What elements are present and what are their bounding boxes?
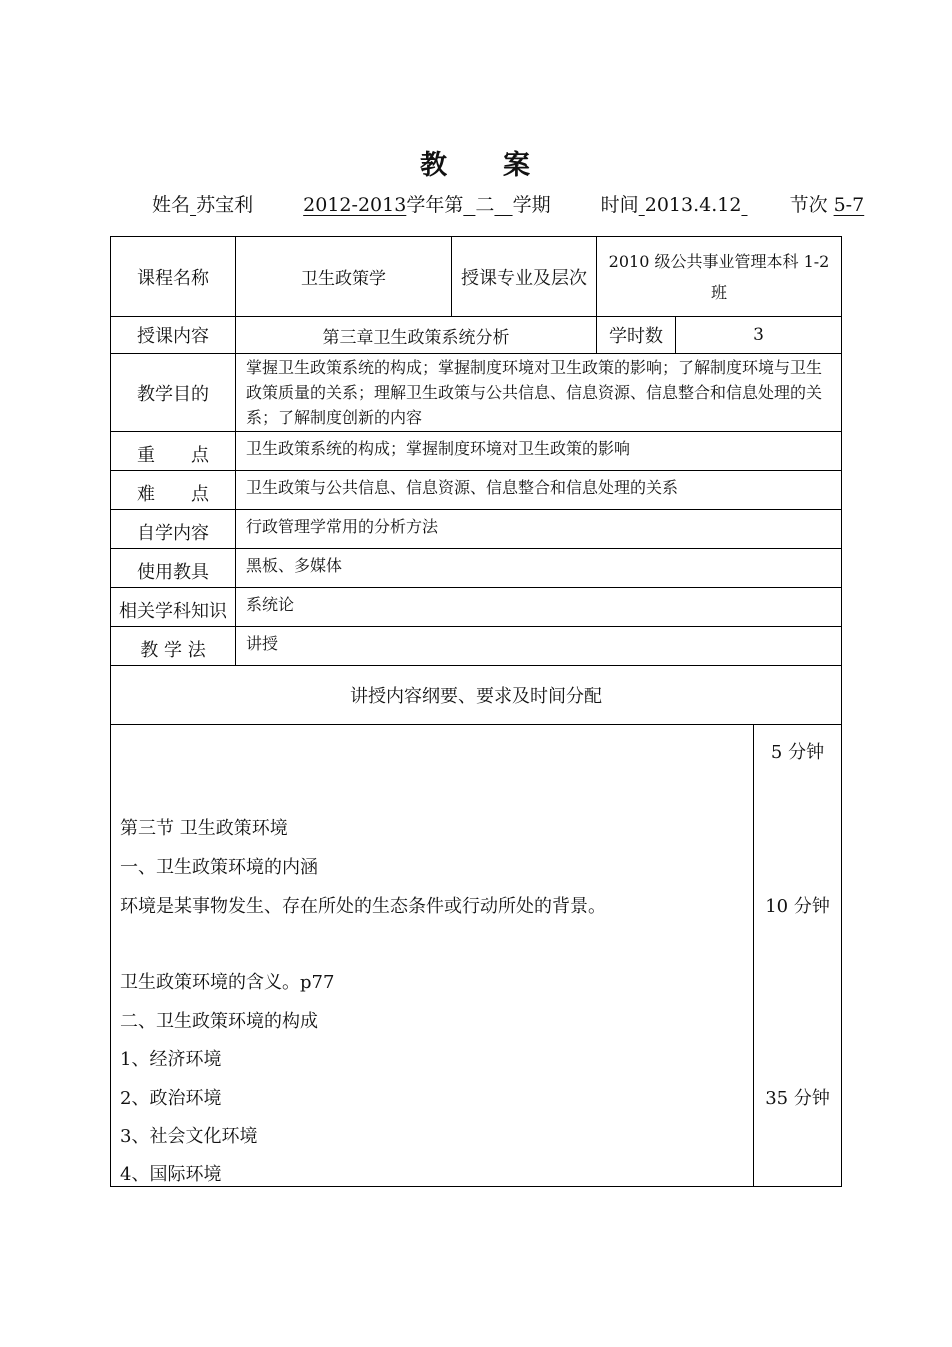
outline-content bbox=[111, 725, 754, 1187]
time-item: 10 分钟 bbox=[765, 896, 830, 917]
difficulty-value: 卫生政策与公共信息、信息资源、信息整合和信息处理的关系 bbox=[236, 471, 842, 510]
name-label: 姓名 bbox=[152, 194, 191, 216]
hours-value: 3 bbox=[676, 317, 842, 354]
outline-line: 4、国际环境 bbox=[120, 1164, 222, 1185]
time-value: 2013.4.12 bbox=[644, 194, 742, 216]
outline-line: 2、政治环境 bbox=[120, 1088, 222, 1109]
title-char-right: 案 bbox=[503, 150, 532, 181]
outline-line: 第三节 卫生政策环境 bbox=[120, 818, 288, 839]
self-study-value: 行政管理学常用的分析方法 bbox=[236, 510, 842, 549]
page-title bbox=[0, 143, 952, 182]
outline-line: 二、卫生政策环境的构成 bbox=[120, 1011, 318, 1032]
time-item: 35 分钟 bbox=[765, 1088, 830, 1109]
goal-value: 掌握卫生政策系统的构成；掌握制度环境对卫生政策的影响；了解制度环境与卫生政策质量的关系；理解卫生政策与公共信息、信息资源、信息整合和信息处理的关系；了解制度创新的内容 bbox=[236, 354, 842, 432]
period-label: 节次 bbox=[789, 194, 828, 216]
related-subject-value: 系统论 bbox=[236, 588, 842, 627]
goal-label: 教学目的 bbox=[111, 354, 236, 432]
title-char-left: 教 bbox=[420, 150, 449, 181]
outline-line: 卫生政策环境的含义。p77 bbox=[120, 972, 335, 993]
hours-label: 学时数 bbox=[597, 317, 676, 354]
outline-line: 一、卫生政策环境的内涵 bbox=[120, 857, 318, 878]
course-name-value: 卫生政策学 bbox=[236, 237, 452, 317]
outline-heading: 讲授内容纲要、要求及时间分配 bbox=[111, 666, 842, 725]
year-value: 2012-2013 bbox=[303, 194, 407, 216]
key-point-value: 卫生政策系统的构成；掌握制度环境对卫生政策的影响 bbox=[236, 432, 842, 471]
time-item: 5 分钟 bbox=[770, 742, 825, 763]
key-point-label: 重 点 bbox=[111, 432, 236, 471]
major-label: 授课专业及层次 bbox=[452, 237, 597, 317]
related-subject-label: 相关学科知识 bbox=[111, 588, 236, 627]
self-study-label: 自学内容 bbox=[111, 510, 236, 549]
time-allocation bbox=[754, 725, 842, 1187]
course-name-label: 课程名称 bbox=[111, 237, 236, 317]
tools-value: 黑板、多媒体 bbox=[236, 549, 842, 588]
outline-line: 环境是某事物发生、存在所处的生态条件或行动所处的背景。 bbox=[120, 896, 606, 917]
content-label: 授课内容 bbox=[111, 317, 236, 354]
difficulty-label: 难 点 bbox=[111, 471, 236, 510]
year-label: 学年第 bbox=[406, 194, 464, 216]
name-value: 苏宝利 bbox=[196, 194, 254, 216]
lesson-plan-table bbox=[110, 236, 842, 1187]
term-label: 学期 bbox=[512, 194, 551, 216]
outline-line: 1、经济环境 bbox=[120, 1049, 222, 1070]
period-value: 5-7 bbox=[833, 194, 865, 216]
time-label: 时间 bbox=[600, 194, 639, 216]
term-value: 二 bbox=[475, 194, 495, 216]
tools-label: 使用教具 bbox=[111, 549, 236, 588]
header-line bbox=[152, 190, 864, 217]
teaching-method-label: 教 学 法 bbox=[111, 627, 236, 666]
major-value: 2010 级公共事业管理本科 1-2 班 bbox=[597, 237, 842, 317]
content-value: 第三章卫生政策系统分析 bbox=[236, 317, 597, 354]
outline-line: 3、社会文化环境 bbox=[120, 1126, 258, 1147]
teaching-method-value: 讲授 bbox=[236, 627, 842, 666]
